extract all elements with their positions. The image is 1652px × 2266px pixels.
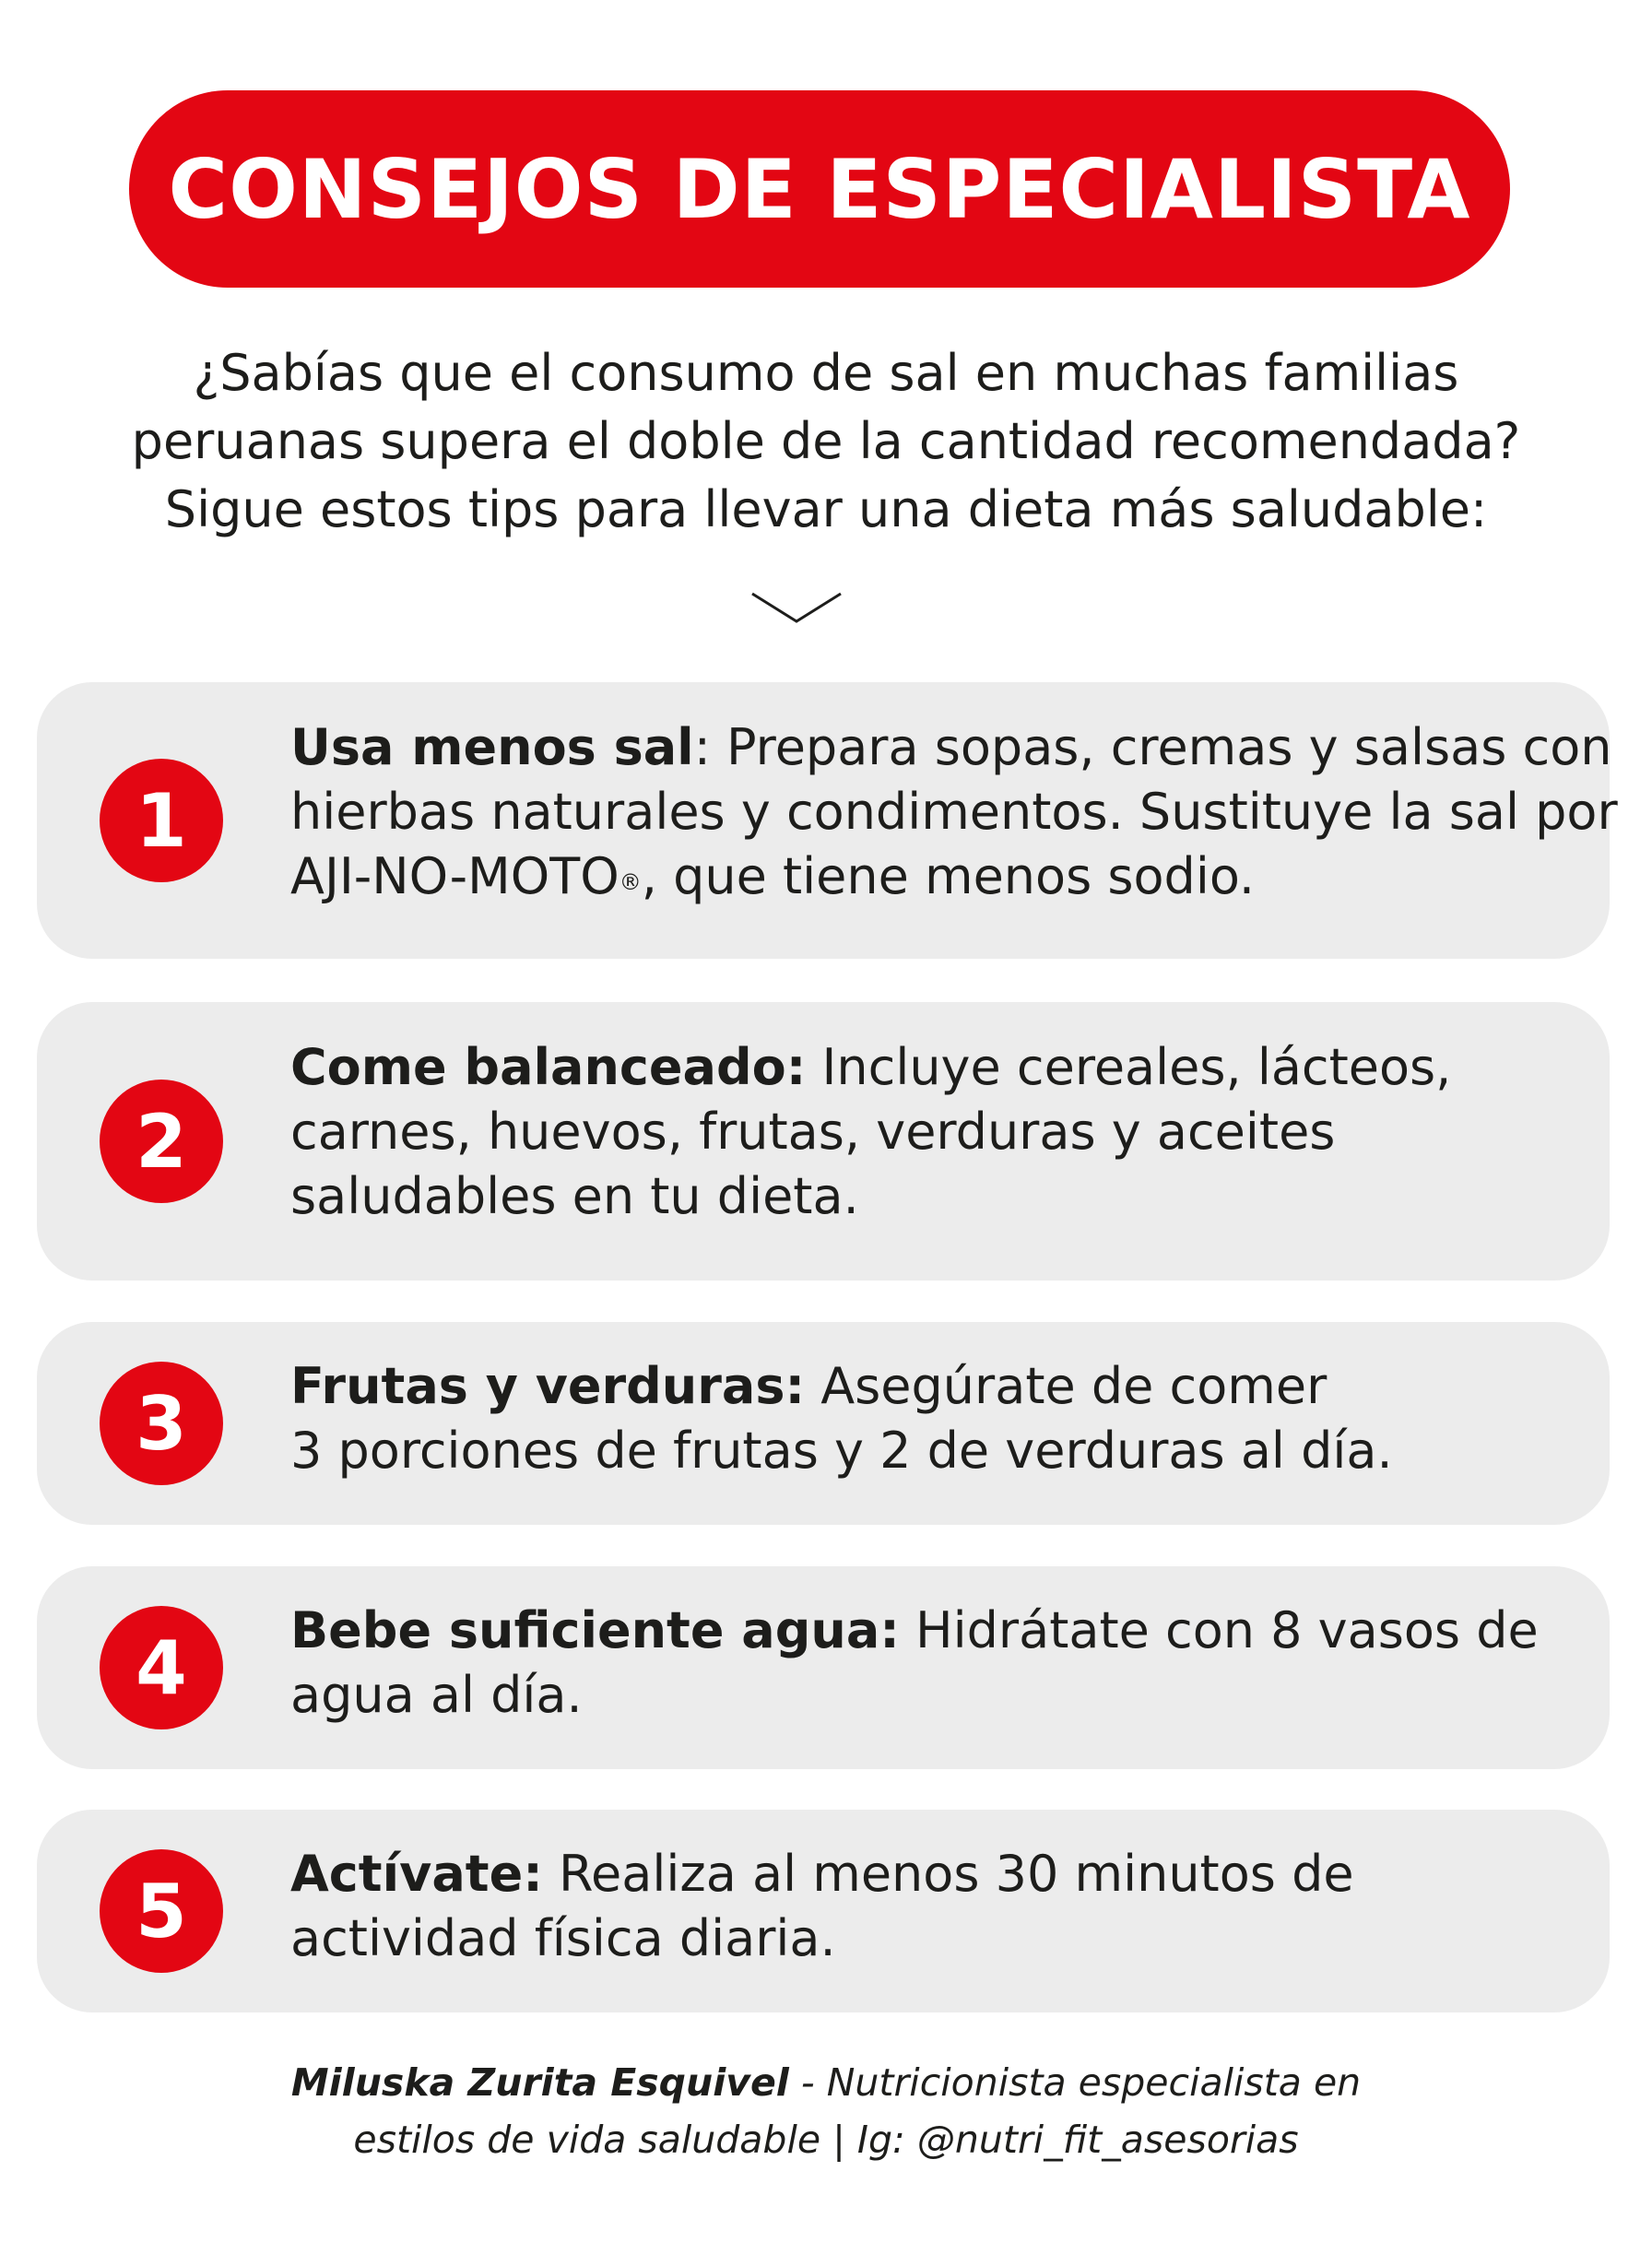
tip-card-5 [37, 1810, 1610, 2012]
tip-text: Bebe suficiente agua: Hidrátate con 8 vasos de agua al día. [290, 1601, 1539, 1724]
tip-number-badge: 2 [100, 1080, 223, 1203]
author-name: Miluska Zurita Esquivel [290, 2060, 789, 2105]
page-title: CONSEJOS DE ESPECIALISTA [168, 141, 1471, 237]
intro-text [55, 339, 1597, 544]
tip-card-4 [37, 1566, 1610, 1769]
tip-number-badge: 4 [100, 1606, 223, 1729]
tip-text: Actívate: Realiza al menos 30 minutos de actividad física diaria. [290, 1845, 1354, 1967]
chevron-down-icon [750, 590, 843, 627]
tip-heading: Frutas y verduras: [290, 1357, 806, 1415]
intro-line: peruanas supera el doble de la cantidad recomendada? [131, 412, 1521, 470]
tip-text: Frutas y verduras: Asegúrate de comer 3 porciones de frutas y 2 de verduras al día. [290, 1357, 1393, 1480]
tip-heading: Bebe suficiente agua: [290, 1601, 900, 1659]
author-credit: Miluska Zurita Esquivel - Nutricionista especialista en estilos de vida saludable | Ig: @nutri_fit_asesorias [55, 2054, 1597, 2168]
tip-number-badge: 1 [100, 759, 223, 882]
tip-heading: Come balanceado: [290, 1038, 807, 1096]
title-banner [129, 90, 1510, 288]
tip-card-1 [37, 682, 1618, 959]
intro-line: ¿Sabías que el consumo de sal en muchas familias [193, 344, 1459, 402]
tip-card-3 [37, 1322, 1610, 1525]
tip-text: Come balanceado: Incluye cereales, lácteos, carnes, huevos, frutas, verduras y aceites saludables en tu dieta. [290, 1038, 1452, 1225]
tip-number-badge: 3 [100, 1362, 223, 1485]
tip-heading: Usa menos sal [290, 718, 694, 776]
tip-text: Usa menos sal: Prepara sopas, cremas y salsas con hierbas naturales y condimentos. Sustituye la sal por AJI-NO-MOTO®, que tiene menos sodio. [290, 718, 1618, 905]
registered-mark: ® [619, 869, 642, 895]
author-credit-line: estilos de vida saludable | Ig: @nutri_fit_asesorias [353, 2118, 1299, 2162]
intro-line: Sigue estos tips para llevar una dieta más saludable: [164, 480, 1488, 538]
tip-heading: Actívate: [290, 1845, 543, 1903]
tip-card-2 [37, 1002, 1610, 1281]
tip-number-badge: 5 [100, 1849, 223, 1973]
